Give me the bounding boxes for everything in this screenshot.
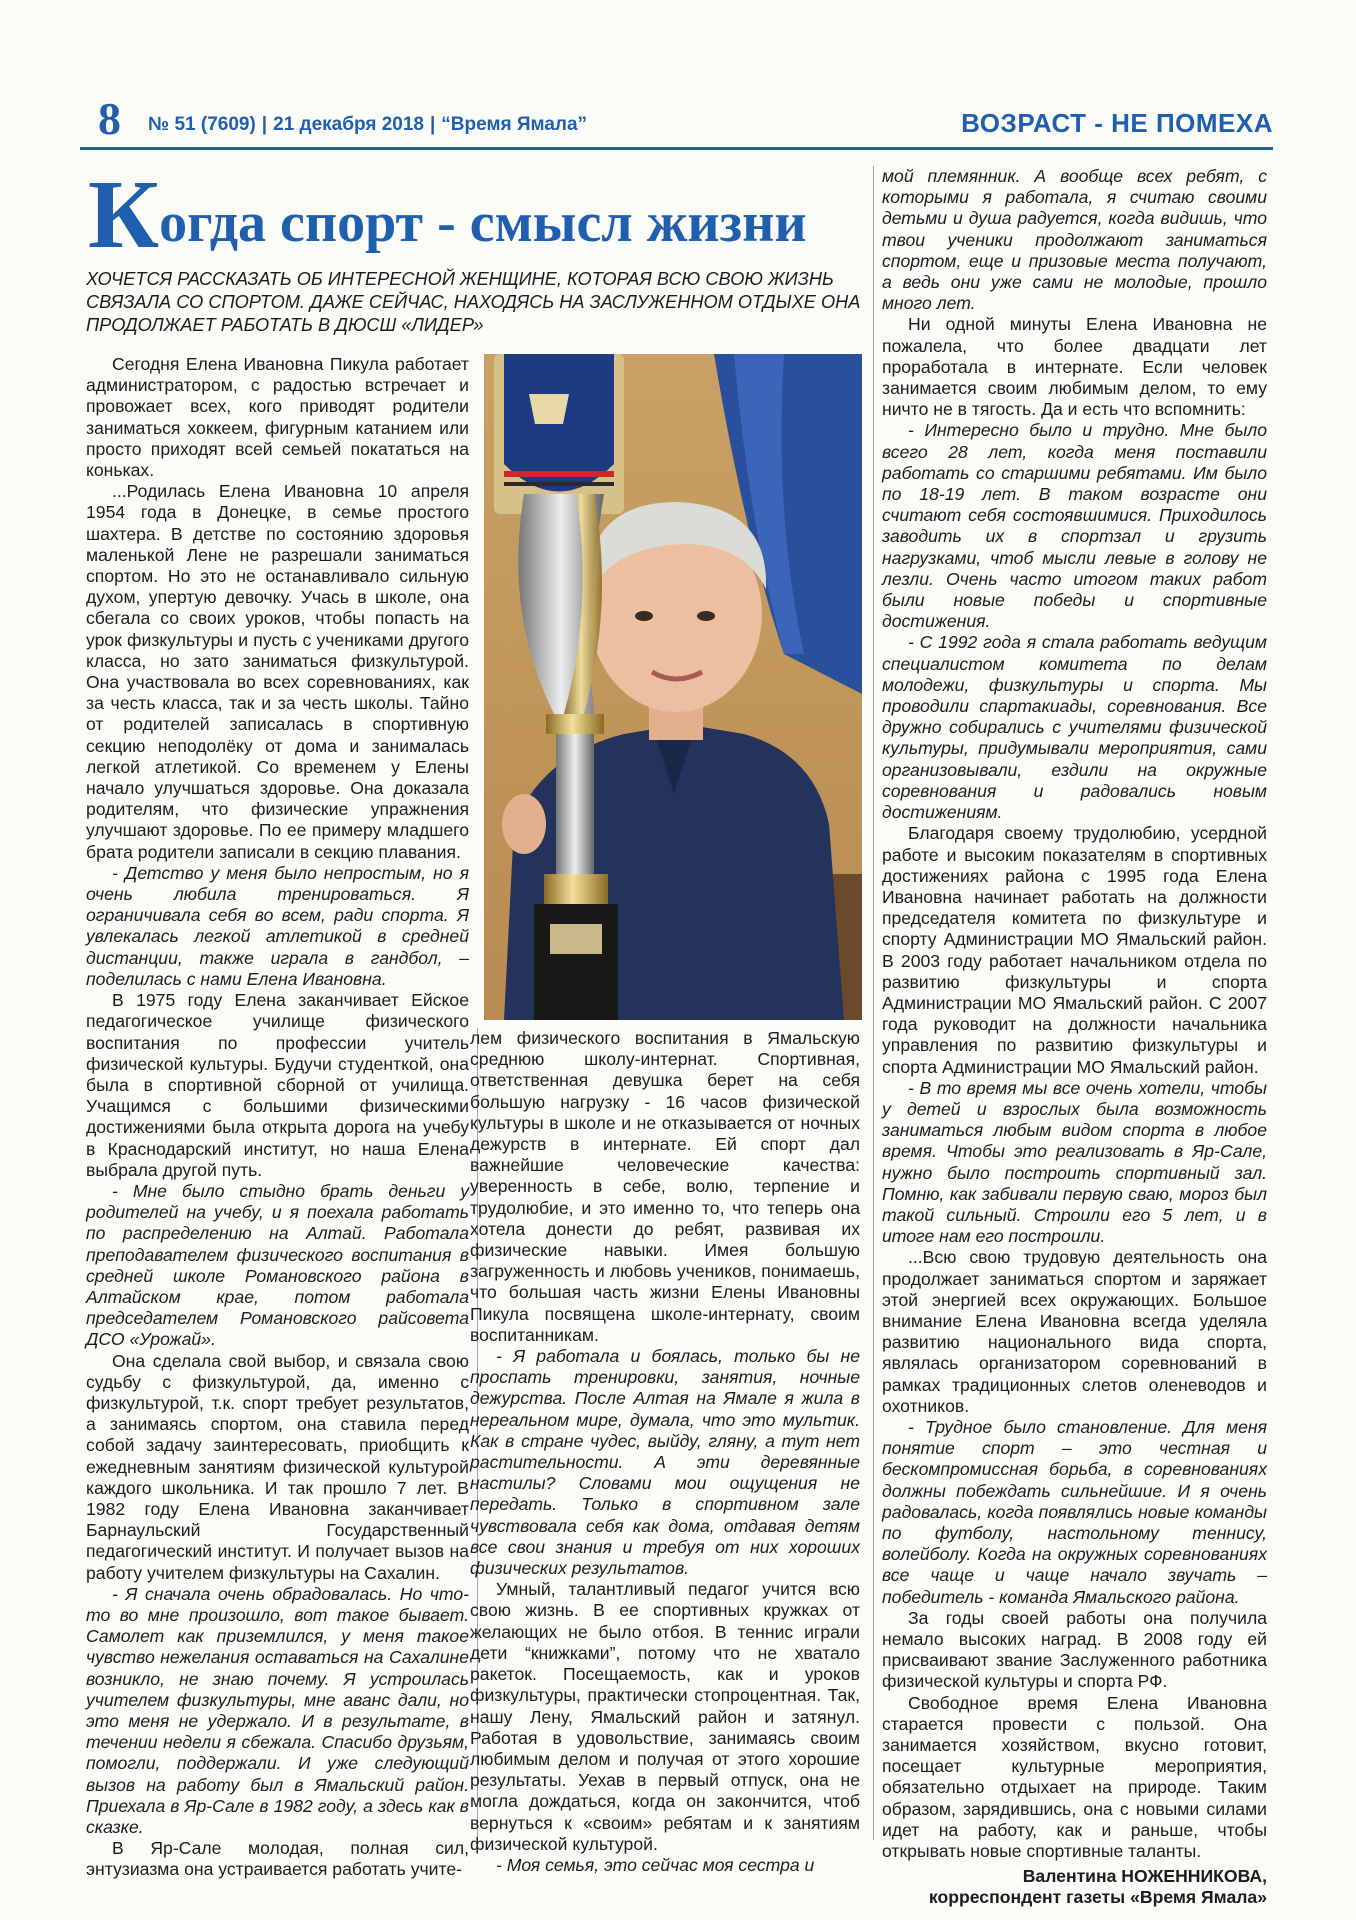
issue-number: № 51 (7609) [148, 114, 256, 135]
paragraph: В 1975 году Елена заканчивает Ейское педагогическое училище физического воспитания по профессии учитель физической культуры. Будучи студенткой, она была в спортивной сборной от училища. Учащимся с большими физическими достижениями была открыта дорога на учебу в Краснодарский институт, но наша Елена выбрала другой путь. [86, 990, 469, 1180]
paragraph: Свободное время Елена Ивановна старается провести с пользой. Она занимается хозяйством, вкусно готовит, посещает культурные мероприятия, обязательно отдыхает на природе. Таким образом, зарядившись, она с новыми силами идет на работу, как и раньше, чтобы открывать новые спортивные таланты. [882, 1692, 1267, 1862]
quote-paragraph: - Я работала и боялась, только бы не проспать тренировки, занятия, ночные дежурства. После Алтая на Ямале я жила в нереальном мире, думала, что это мультик. Как в стране чудес, выйду, гляну, а тут нет растительности. А эти деревянные настилы? Словами мои ощущения не передать. Только в спортивном зале чувствовала себя как дома, отдавая детям все свои знания и требуя от них хороших физических результатов. [470, 1346, 860, 1579]
paragraph: лем физического воспитания в Ямальскую среднюю школу-интернат. Спортивная, ответственная девушка берет на себя большую нагрузку - 16 часов физической культуры в школе и не отказывается от ночных дежурств в интернате. Ей спорт дал важнейшие человеческие качества: уверенность в себе, волю, терпение и трудолюбие, и это именно то, что теперь она хотела донести до ребят, развивая их физические навыки. Имея большую загруженность и любовь учеников, понимаешь, что большая часть жизни Елены Ивановны Пикула посвящена школе-интернату, своим воспитанникам. [470, 1028, 860, 1345]
quote-paragraph: - Детство у меня было непростым, но я очень любила тренироваться. Я ограничивала себя во всем, ради спорта. Я увлекалась легкой атлетикой в средней дистанции, также играла в гандбол, – поделилась с нами Елена Ивановна. [86, 862, 469, 989]
quote-paragraph: - Интересно было и трудно. Мне было всего 28 лет, когда меня поставили работать со старшими ребятами. Им было по 18-19 лет. В таком возрасте они считают себя состоявшимися. Приходилось заводить их в спортзал и грузить нагрузками, чтоб мысли левые в голову не лезли. Очень часто итогом таких работ были новые победы и спортивные достижения. [882, 420, 1267, 632]
article-photo [484, 354, 862, 1020]
quote-paragraph: - Трудное было становление. Для меня понятие спорт – это честная и бескомпромиссная борьба, в соревнованиях должны побеждать сильнейшие. И я очень радовалась, когда появлялись новые команды по футболу, настольному теннису, волейболу. Когда на окружных соревнованиях все чаще и чаще начало звучать – победитель - команда Ямальского района. [882, 1416, 1267, 1607]
paragraph: За годы своей работы она получила немало высоких наград. В 2008 году ей присваивают звание Заслуженного работника физической культуры и спорта РФ. [882, 1607, 1267, 1692]
portrait-illustration [484, 354, 862, 1020]
paragraph: Умный, талантливый педагог учится всю свою жизнь. В ее спортивных кружках от желающих не было отбоя. В теннис играли дети “книжками”, потому что не хватало ракеток. Посещаемость, как и уроков физкультуры, практически стопроцентная. Так, нашу Лену, Ямальский район и затянул. Работая в удовольствие, занимаясь своим любимым делом и получая от этого хорошие результаты. Уехав в первый отпуск, она не могла дождаться, когда он закончится, чтоб вернуться к «своим» ребятам и к занятиям физической культурой. [470, 1579, 860, 1854]
quote-paragraph: мой племянник. А вообще всех ребят, с которыми я работала, я считаю своими детьми и душа радуется, когда видишь, что твои ученики продолжают заниматься спортом, еще и призовые места получают, а ведь они уже сами не молодые, прошло много лет. [882, 166, 1267, 314]
paragraph: Ни одной минуты Елена Ивановна не пожалела, что более двадцати лет проработала в интернате. Если человек занимается своим любимым делом, то ему ничто не в тягость. Да и есть что вспомнить: [882, 314, 1267, 420]
issue-line: № 51 (7609) | 21 декабря 2018 | “Время Ямала” [148, 114, 588, 135]
author-role: корреспондент газеты «Время Ямала» [928, 1887, 1267, 1908]
page-number: 8 [98, 93, 121, 144]
author-name: Валентина НОЖЕННИКОВА, [1022, 1866, 1267, 1887]
quote-paragraph: - Моя семья, это сейчас моя сестра и [496, 1854, 815, 1875]
column-2 [470, 1028, 860, 1876]
paper-name: “Время Ямала” [441, 114, 588, 135]
quote-paragraph: - В то время мы все очень хотели, чтобы у детей и взрослых была возможность заниматься любым видом спорта в любое время. Чтобы это реализовать в Яр-Сале, нужно было построить спортивный зал. Помню, как забивали первую сваю, мороз был такой сильный. Строили его 5 лет, и в итоге нам его построили. [882, 1077, 1267, 1247]
headline-text: огда спорт - смысл жизни [159, 192, 807, 254]
paragraph: ...Родилась Елена Ивановна 10 апреля 1954 года в Донецке, в семье простого шахтера. В детстве по состоянию здоровья маленькой Лене не разрешали заниматься спортом. Но это не останавливало сильную духом, упертую девочку. Учась в школе, она сбегала со своих уроков, чтобы попасть на урок физкультуры и пусть с учениками другого класса, но зато заниматься физкультурой. Она участвовала во всех соревнованиях, как за честь класса, так и за честь школы. Тайно от родителей записалась в спортивную секцию неподолёку от дома и занималась легкой атлетикой. Со временем у Елены начало улучшаться здоровье. Она доказала родителям, что физические упражнения улучшают здоровье. По ее примеру младшего брата родители записали в секцию плавания. [86, 481, 469, 862]
paragraph: В Яр-Сале молодая, полная сил, энтузиазма она устраивается работать учите- [86, 1838, 469, 1880]
rubric-title: ВОЗРАСТ - НЕ ПОМЕХА [961, 108, 1273, 138]
page-header [98, 93, 1273, 144]
column-3 [882, 166, 1267, 1908]
paragraph: Сегодня Елена Ивановна Пикула работает администратором, с радостью встречает и провожает всех, кого приводят родители заниматься хоккеем, фигурным катанием или просто приходят всей семьей покататься на коньках. [86, 354, 469, 481]
headline-initial: К [88, 161, 160, 269]
header-rule [80, 147, 1273, 150]
quote-paragraph: - Мне было стыдно брать деньги у родителей на учебу, и я поехала работать по распределению на Алтай. Работала преподавателем физического воспитания в средней школе Романовского района в Алтайском крае, потом работала председателем Романовского райсовета ДСО «Урожай». [86, 1180, 469, 1350]
quote-paragraph: - Я сначала очень обрадовалась. Но что-то во мне произошло, вот такое бывает. Самолет как приземлился, у меня такое чувство нежелания оставаться на Сахалине возникло, не знаю почему. Я устроилась учителем физкультуры, мне аванс дали, но это меня не удержало. И в результате, в течении недели я сбежала. Спасибо друзьям, помогли, поддержали. И уже следующий вызов на работу был в Ямальский район. Приехала в Яр-Сале в 1982 году, а здесь как в сказке. [86, 1583, 469, 1838]
paragraph: ...Всю свою трудовую деятельность она продолжает заниматься спортом и заряжает этой энергией всех окружающих. Большое внимание Елена Ивановна всегда уделяла развитию национального вида спорта, являлась организатором соревнований в рамках традиционных слетов оленеводов и охотников. [882, 1247, 1267, 1416]
column-1 [86, 354, 469, 1881]
paragraph: Она сделала свой выбор, и связала свою судьбу с физкультурой, да, именно с физкультурой, т.к. спорт требует результатов, а занимаясь спортом, она ставила перед собой задачу заинтересовать, приобщить к ежедневным занятиям физической культурой каждого школьника. И так прошло 7 лет. В 1982 году Елена Ивановна заканчивает Барнаульский Государственный педагогический институт. И получает вызов на работу учителем физкультуры на Сахалин. [86, 1350, 469, 1583]
paragraph: Благодаря своему трудолюбию, усердной работе и высоким показателям в спортивных достижениях района с 1995 года Елена Ивановна начинает работать на должности председателя комитета по физкультуре и спорту Администрации МО Ямальский район. В 2003 году работает начальником отдела по развитию физкультуры и спорта Администрации МО Ямальский район. С 2007 года руководит на должности начальника управления по развитию физкультуры и спорта Администрации МО Ямальский район. [882, 823, 1267, 1077]
issue-date: 21 декабря 2018 [273, 114, 424, 135]
article-lead: ХОЧЕТСЯ РАССКАЗАТЬ ОБ ИНТЕРЕСНОЙ ЖЕНЩИНЕ, КОТОРАЯ ВСЮ СВОЮ ЖИЗНЬ СВЯЗАЛА СО СПОРТОМ. ДАЖЕ СЕЙЧАС, НАХОДЯСЬ НА ЗАСЛУЖЕННОМ ОТДЫХЕ ОНА ПРОДОЛЖАЕТ РАБОТАТЬ В ДЮСШ «ЛИДЕР» [86, 269, 861, 335]
column-divider [873, 166, 874, 1840]
quote-paragraph: - С 1992 года я стала работать ведущим специалистом комитета по делам молодежи, физкультуры и спорта. Мы проводили спартакиады, соревнования. Все дружно собирались с учителями физической культуры, придумывали мероприятия, сами организовывали, ездили на окружные соревнования и радовались новым достижениям. [882, 632, 1267, 823]
article-headline [88, 161, 888, 269]
